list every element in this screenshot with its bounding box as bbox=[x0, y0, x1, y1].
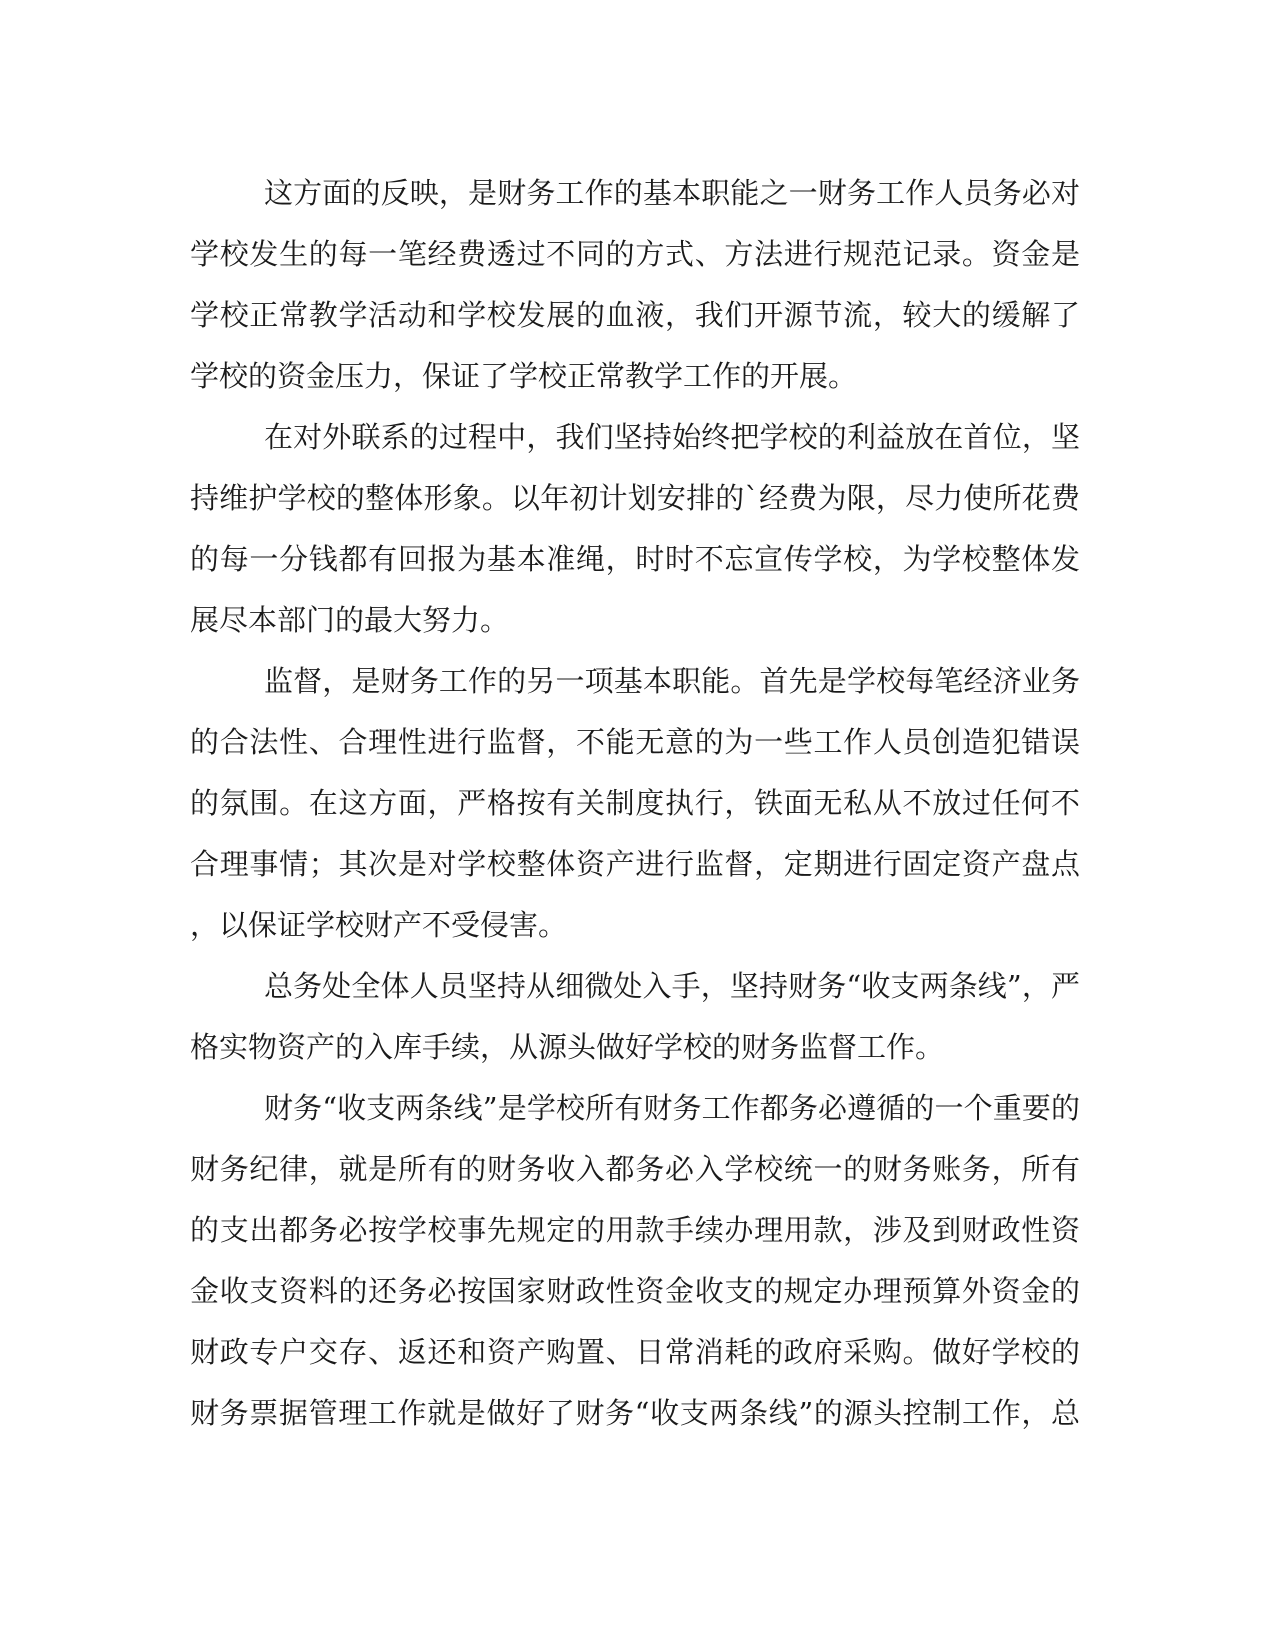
paragraph-2 bbox=[190, 407, 1080, 651]
text-line: 监督，是财务工作的另一项基本职能。首先是学校每笔经济业务 bbox=[264, 664, 1080, 698]
text-line: 这方面的反映，是财务工作的基本职能之一财务工作人员务必对 bbox=[264, 176, 1080, 210]
text-line: 财务票据管理工作就是做好了财务“收支两条线”的源头控制工作，总 bbox=[190, 1396, 1080, 1430]
text-line: ，以保证学校财产不受侵害。 bbox=[190, 908, 568, 942]
text-line: 金收支资料的还务必按国家财政性资金收支的规定办理预算外资金的 bbox=[190, 1274, 1080, 1308]
text-line: 学校的资金压力，保证了学校正常教学工作的开展。 bbox=[190, 359, 858, 393]
text-line: 持维护学校的整体形象。以年初计划安排的`经费为限，尽力使所花费 bbox=[190, 481, 1080, 515]
text-line: 的支出都务必按学校事先规定的用款手续办理用款，涉及到财政性资 bbox=[190, 1213, 1080, 1247]
text-line: 在对外联系的过程中，我们坚持始终把学校的利益放在首位，坚 bbox=[264, 420, 1080, 454]
text-line: 的合法性、合理性进行监督，不能无意的为一些工作人员创造犯错误 bbox=[190, 725, 1080, 759]
paragraph-4 bbox=[190, 956, 1080, 1078]
text-line: 格实物资产的入库手续，从源头做好学校的财务监督工作。 bbox=[190, 1030, 945, 1064]
text-line: 财务“收支两条线”是学校所有财务工作都务必遵循的一个重要的 bbox=[264, 1091, 1080, 1125]
text-line: 的每一分钱都有回报为基本准绳，时时不忘宣传学校，为学校整体发 bbox=[190, 542, 1080, 576]
text-line: 合理事情；其次是对学校整体资产进行监督，定期进行固定资产盘点 bbox=[190, 847, 1080, 881]
text-line: 的氛围。在这方面，严格按有关制度执行，铁面无私从不放过任何不 bbox=[190, 786, 1080, 820]
paragraph-5 bbox=[190, 1078, 1080, 1444]
paragraph-1 bbox=[190, 163, 1080, 407]
text-line: 学校发生的每一笔经费透过不同的方式、方法进行规范记录。资金是 bbox=[190, 237, 1080, 271]
paragraph-3 bbox=[190, 651, 1080, 956]
text-line: 财务纪律，就是所有的财务收入都务必入学校统一的财务账务，所有 bbox=[190, 1152, 1080, 1186]
text-line: 展尽本部门的最大努力。 bbox=[190, 603, 510, 637]
text-line: 财政专户交存、返还和资产购置、日常消耗的政府采购。做好学校的 bbox=[190, 1335, 1080, 1369]
document-body bbox=[190, 163, 1080, 1444]
text-line: 总务处全体人员坚持从细微处入手，坚持财务“收支两条线”，严 bbox=[264, 969, 1080, 1003]
text-line: 学校正常教学活动和学校发展的血液，我们开源节流，较大的缓解了 bbox=[190, 298, 1080, 332]
